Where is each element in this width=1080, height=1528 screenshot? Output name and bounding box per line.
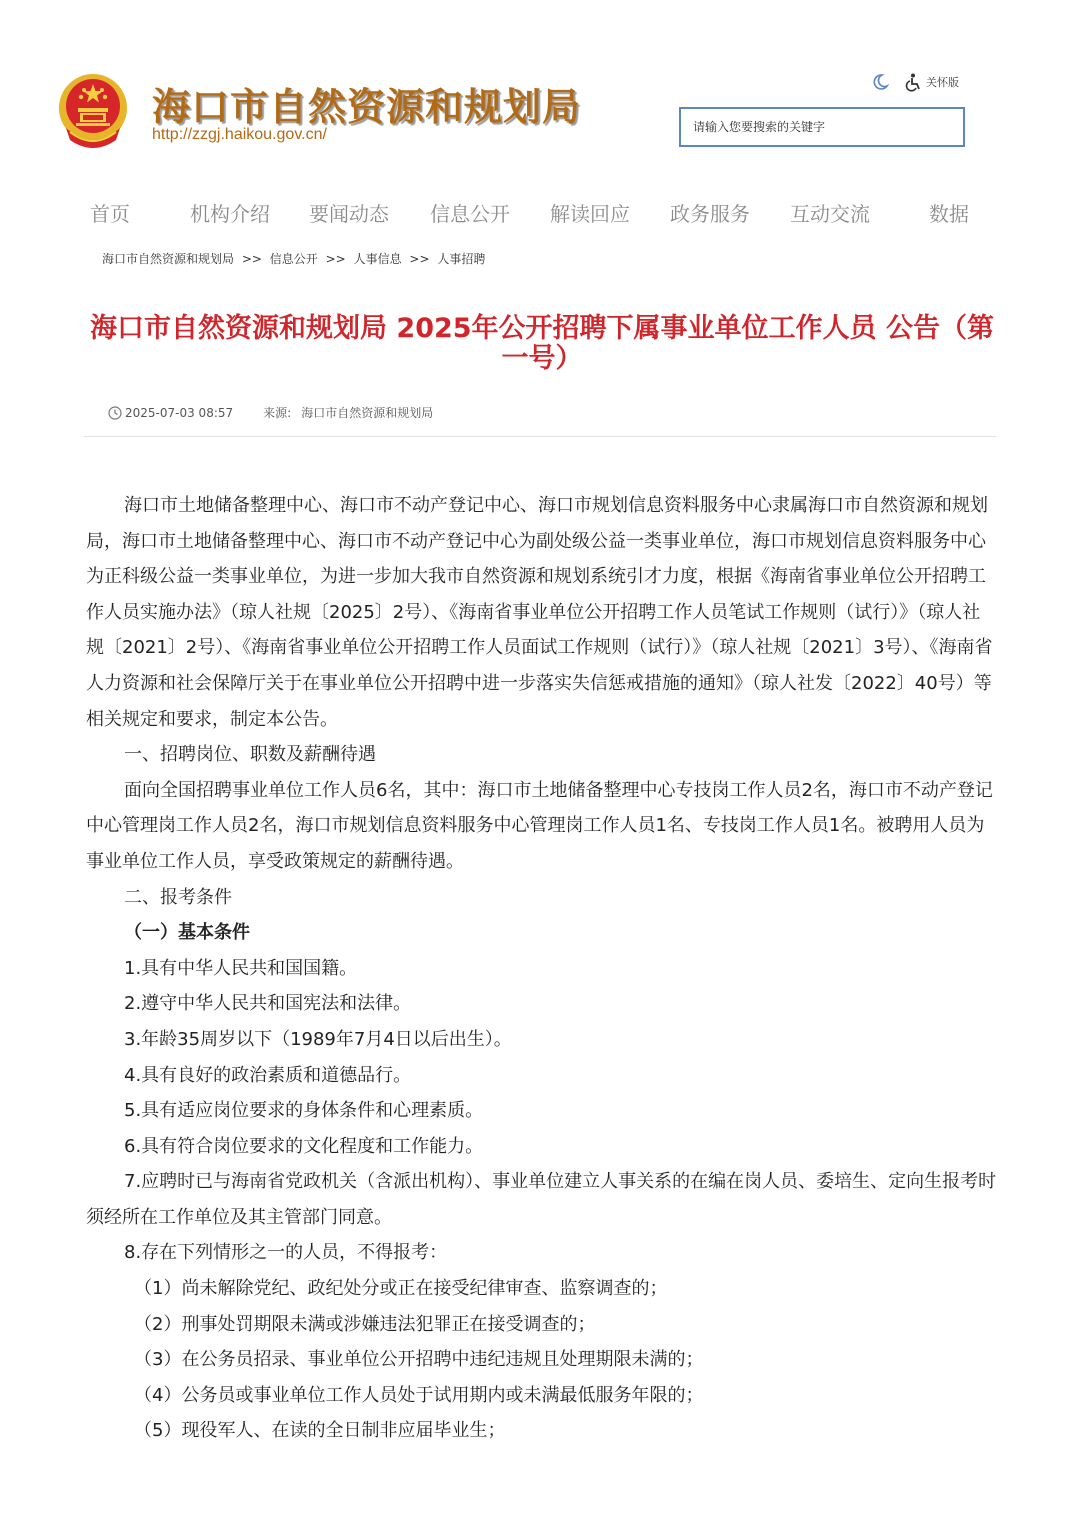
breadcrumb-item[interactable]: 信息公开 xyxy=(269,252,318,266)
nav-item-interaction[interactable]: 互动交流 xyxy=(790,202,870,226)
breadcrumb-separator: >> xyxy=(325,252,346,266)
subsection-heading: （一）基本条件 xyxy=(124,922,250,944)
list-item: 8.存在下列情形之一的人员，不得报考： xyxy=(124,1242,448,1264)
main-nav xyxy=(0,198,1080,228)
nav-item-services[interactable]: 政务服务 xyxy=(670,202,750,226)
care-mode-label: 关怀版 xyxy=(926,76,959,89)
divider xyxy=(84,436,996,437)
site-url[interactable]: http://zzgj.haikou.gov.cn/ xyxy=(152,126,327,143)
article-title: 海口市自然资源和规划局 2025年公开招聘下属事业单位工作人员 公告（第一号） xyxy=(90,313,994,374)
article-meta xyxy=(108,404,433,421)
breadcrumb-separator: >> xyxy=(241,252,262,266)
sub-list-item: （2）刑事处罚期限未满或涉嫌违法犯罪正在接受调查的； xyxy=(134,1313,596,1335)
article-body xyxy=(86,488,998,1449)
breadcrumb-item[interactable]: 海口市自然资源和规划局 xyxy=(102,252,235,266)
site-title: 海口市自然资源和规划局 xyxy=(152,85,582,129)
sub-list-item: （3）在公务员招录、事业单位公开招聘中违纪违规且处理期限未满的； xyxy=(134,1349,704,1371)
list-item: 4.具有良好的政治素质和道德品行。 xyxy=(124,1064,412,1086)
accessibility-icon xyxy=(904,72,924,92)
breadcrumb-item[interactable]: 人事招聘 xyxy=(437,252,486,266)
breadcrumb-separator: >> xyxy=(409,252,430,266)
nav-item-interpret[interactable]: 解读回应 xyxy=(550,202,630,226)
list-item: 2.遵守中华人民共和国宪法和法律。 xyxy=(124,993,412,1015)
source-label: 来源: xyxy=(263,406,292,420)
nav-item-about[interactable]: 机构介绍 xyxy=(190,202,270,226)
top-tools xyxy=(870,72,959,92)
list-item: 3.年龄35周岁以下（1989年7月4日以后出生）。 xyxy=(124,1028,512,1050)
clock-icon xyxy=(108,406,122,420)
list-item: 1.具有中华人民共和国国籍。 xyxy=(124,957,358,979)
section-heading: 一、招聘岗位、职数及薪酬待遇 xyxy=(124,744,376,766)
nav-item-data[interactable]: 数据 xyxy=(929,202,969,226)
nav-item-news[interactable]: 要闻动态 xyxy=(309,202,389,226)
sub-list-item: （4）公务员或事业单位工作人员处于试用期内或未满最低服务年限的； xyxy=(134,1384,704,1406)
search-box xyxy=(679,107,965,147)
section-heading: 二、报考条件 xyxy=(124,886,232,908)
search-input[interactable] xyxy=(681,109,963,145)
national-emblem-icon xyxy=(56,70,130,150)
moon-icon[interactable] xyxy=(870,72,890,92)
nav-item-home[interactable]: 首页 xyxy=(90,202,130,226)
source-value: 海口市自然资源和规划局 xyxy=(301,406,434,420)
sub-list-item: （1）尚未解除党纪、政纪处分或正在接受纪律审查、监察调查的； xyxy=(134,1278,668,1300)
paragraph: 面向全国招聘事业单位工作人员6名，其中：海口市土地储备整理中心专技岗工作人员2名，海口市不动产登记中心管理岗工作人员2名，海口市规划信息资料服务中心管理岗工作人员1名、专技岗工作人员1名。被聘用人员为事业单位工作人员，享受政策规定的薪酬待遇。 xyxy=(86,779,993,872)
publish-date: 2025-07-03 08:57 xyxy=(125,405,234,420)
breadcrumb xyxy=(102,250,485,267)
list-item: 6.具有符合岗位要求的文化程度和工作能力。 xyxy=(124,1135,484,1157)
paragraph: 海口市土地储备整理中心、海口市不动产登记中心、海口市规划信息资料服务中心隶属海口市自然资源和规划局，海口市土地储备整理中心、海口市不动产登记中心为副处级公益一类事业单位，海口市规划信息资料服务中心为正科级公益一类事业单位，为进一步加大我市自然资源和规划系统引才力度，根据《海南省事业单位公开招聘工作人员实施办法》（琼人社规〔2025〕2号）、《海南省事业单位公开招聘工作人员笔试工作规则（试行）》（琼人社规〔2021〕2号）、《海南省事业单位公开招聘工作人员面试工作规则（试行）》（琼人社规〔2021〕3号）、《海南省人力资源和社会保障厅关于在事业单位公开招聘中进一步落实失信惩戒措施的通知》（琼人社发〔2022〕40号）等相关规定和要求，制定本公告。 xyxy=(86,495,993,730)
breadcrumb-item[interactable]: 人事信息 xyxy=(353,252,402,266)
nav-item-disclosure[interactable]: 信息公开 xyxy=(430,202,510,226)
list-item: 7.应聘时已与海南省党政机关（含派出机构）、事业单位建立人事关系的在编在岗人员、委培生、定向生报考时须经所在工作单位及其主管部门同意。 xyxy=(86,1171,997,1228)
care-mode-button[interactable] xyxy=(904,72,959,92)
sub-list-item: （5）现役军人、在读的全日制非应届毕业生； xyxy=(134,1420,506,1442)
list-item: 5.具有适应岗位要求的身体条件和心理素质。 xyxy=(124,1100,484,1122)
